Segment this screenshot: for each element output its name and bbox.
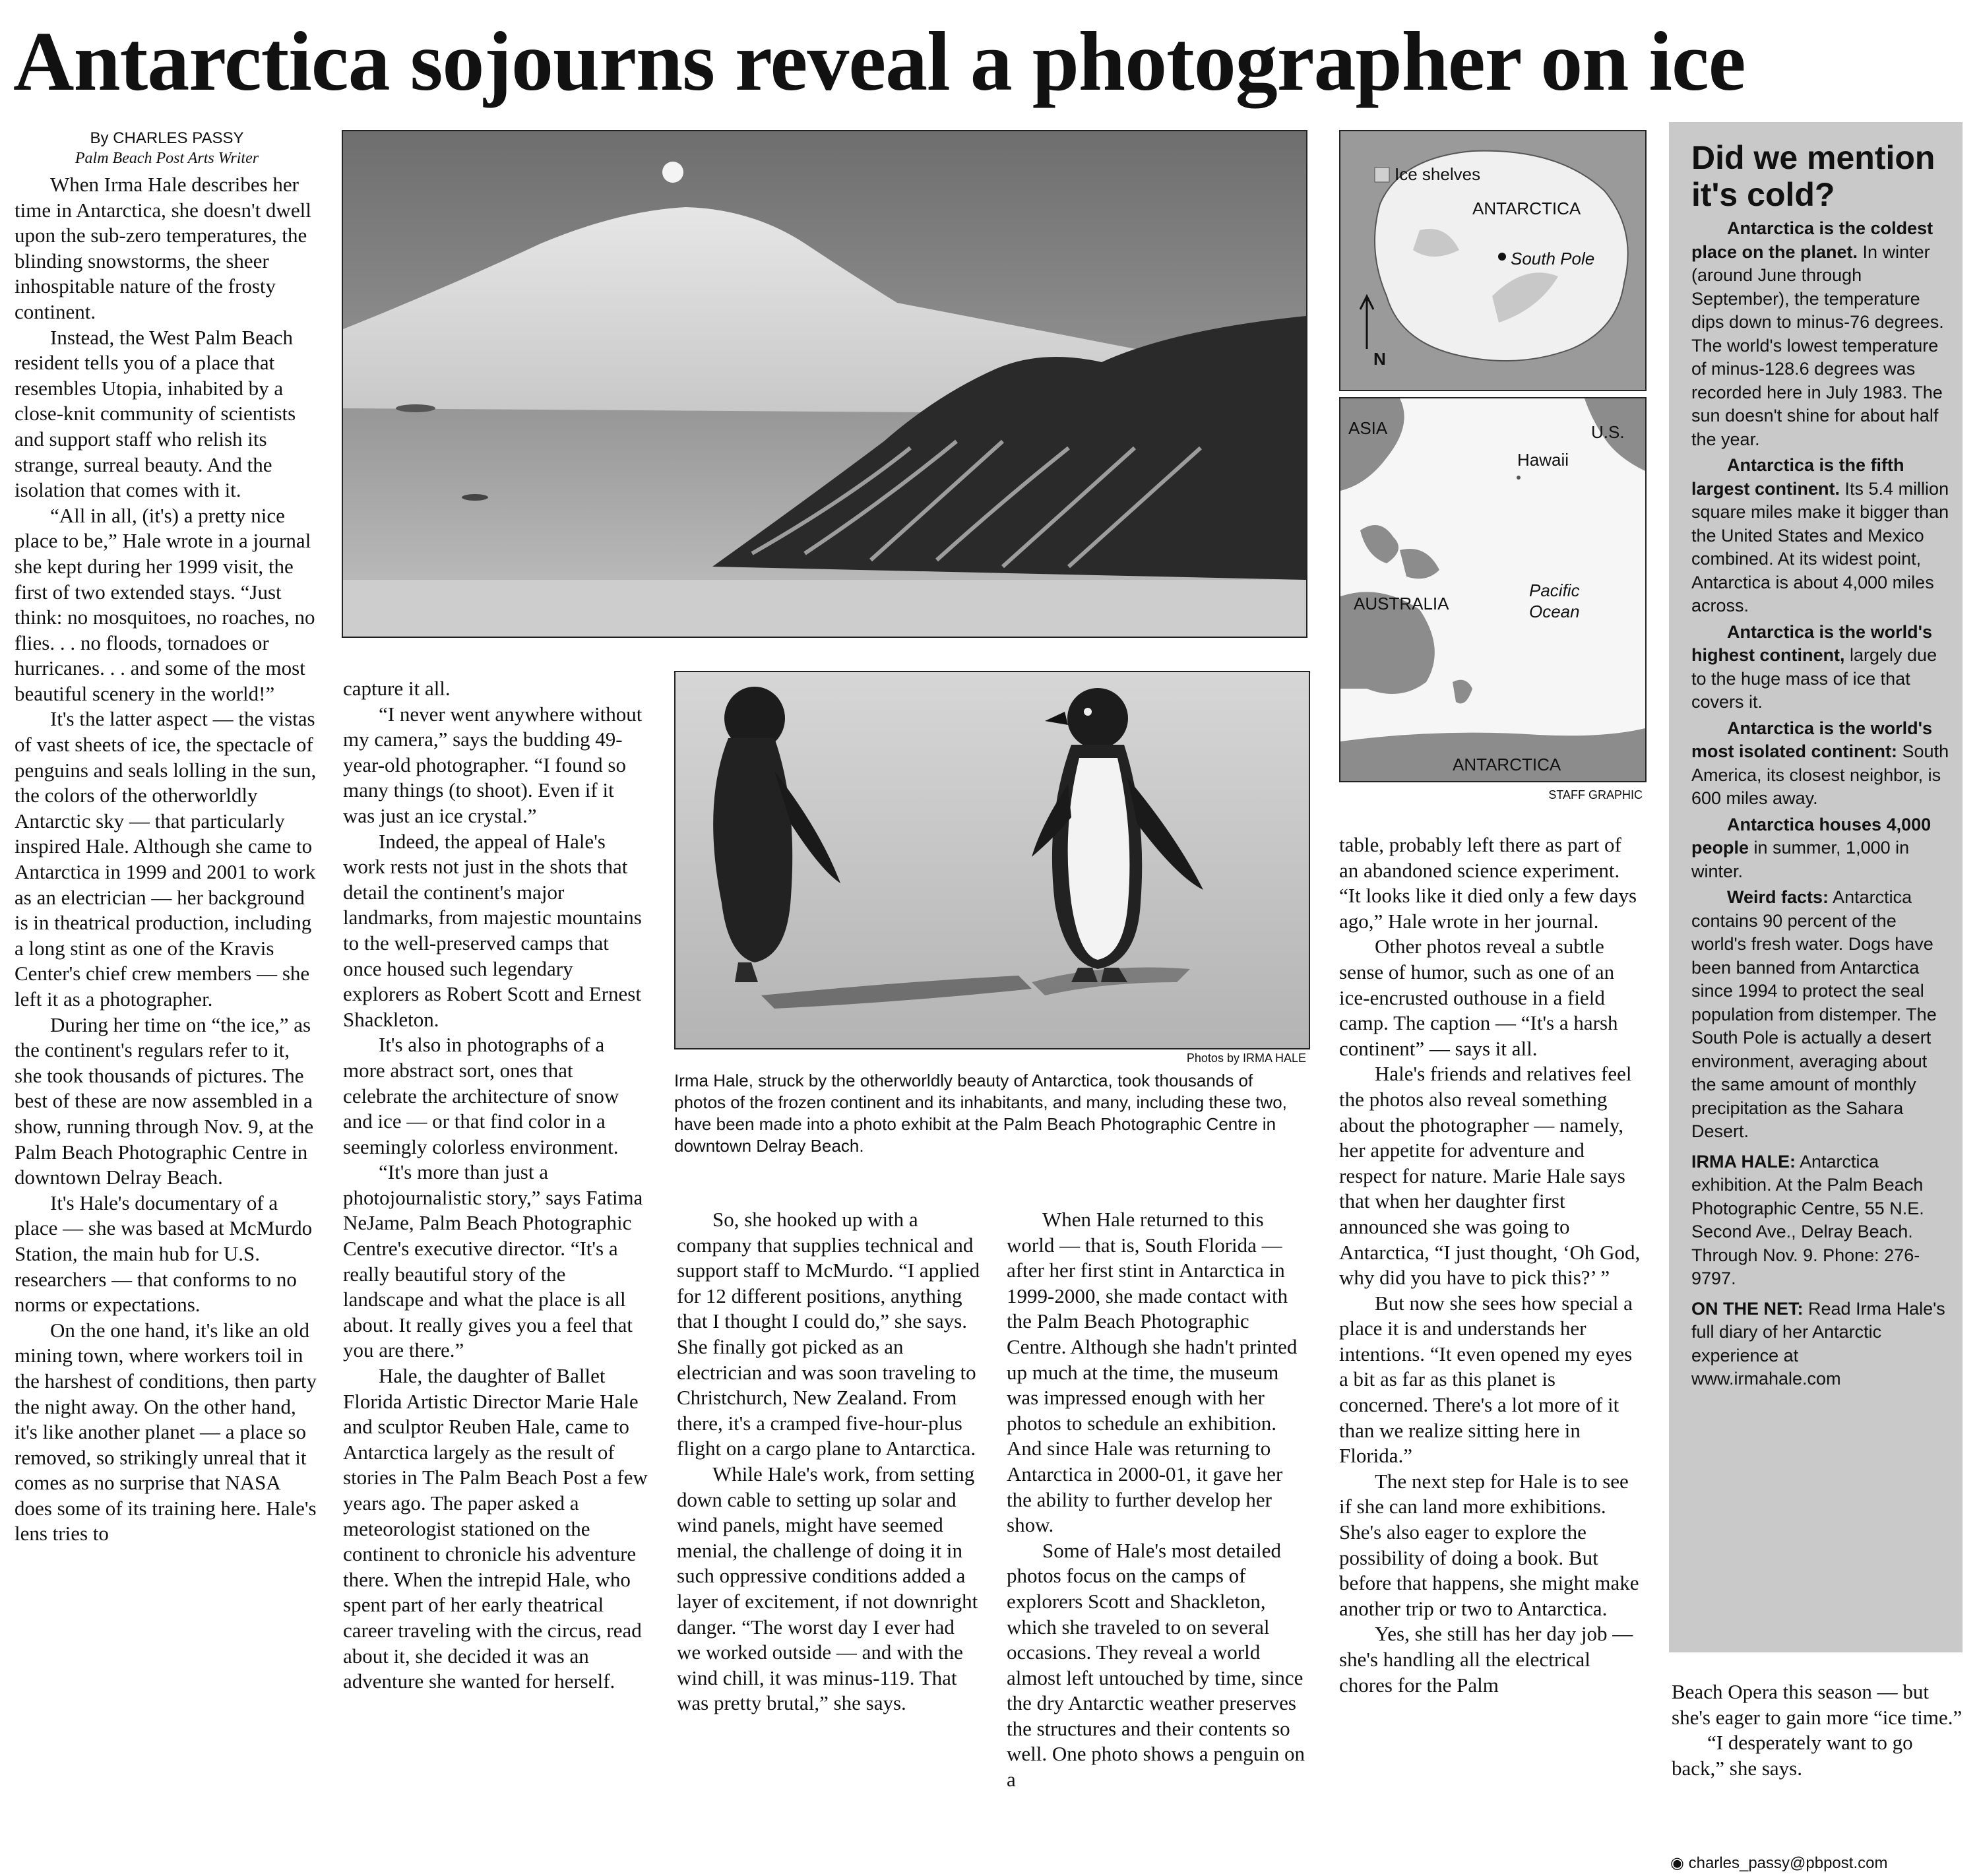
north-arrow-label: N: [1373, 349, 1386, 369]
fact-item: Antarctica is the world's highest continent, largely due to the huge mass of ice that covers it.: [1691, 621, 1937, 712]
paragraph: During her time on “the ice,” as the continent's regulars refer to it, she took thousands of pictures. The best of these are now assembled in a show, running through Nov. 9, at the Palm Beach Photographic Centre in downtown Delray Beach.: [15, 1013, 314, 1189]
antarctica-map: [1339, 130, 1647, 391]
map-label-south-pole: South Pole: [1511, 249, 1595, 268]
photo-caption: Irma Hale, struck by the otherworldly beauty of Antarctica, took thousands of photos of the frozen continent and its inhabitants, and many, including these two, have been made into a photo exhibit at the Palm Beach Photographic Centre in downtown Delray Beach.: [674, 1071, 1287, 1156]
paragraph: capture it all.: [343, 677, 451, 700]
photo-credit: Photos by IRMA HALE: [1186, 1051, 1306, 1065]
pacific-map-graphic: [1340, 398, 1645, 781]
column-6: [1672, 1679, 1965, 1781]
map-label-antarctica: ANTARCTICA: [1472, 199, 1581, 218]
fact-item: Antarctica houses 4,000 people in summer, 1,000 in winter.: [1691, 814, 1932, 881]
paragraph: The next step for Hale is to see if she can land more exhibitions. She's also eager to explore the possibility of doing a book. But before that happens, she might make another trip or two to Antarctica.: [1339, 1469, 1639, 1620]
event-info: IRMA HALE: Antarctica exhibition. At the Palm Beach Photographic Centre, 55 N.E. Second Ave., Delray Beach. Through Nov. 9. Phone: 276-9797.: [1691, 1151, 1924, 1288]
headline: Antarctica sojourns reveal a photographer on ice: [13, 15, 1745, 108]
map-label-us: U.S.: [1591, 422, 1625, 442]
email-text: charles_passy@pbpost.com: [1688, 1854, 1888, 1872]
author-email[interactable]: [1670, 1854, 1887, 1873]
column-3: [677, 1207, 982, 1716]
antarctica-map-graphic: [1340, 131, 1645, 390]
paragraph: Some of Hale's most detailed photos focus on the camps of explorers Scott and Shackleton, which she traveled to on several occasions. They reveal a world almost left untouched by time, since the dry Antarctic weather preserves the structures and their contents so well. One photo shows a penguin on a: [1007, 1538, 1305, 1792]
penguin-photo: [674, 671, 1310, 1049]
paragraph: Yes, she still has her day job — she's handling all the electrical chores for the Palm: [1339, 1622, 1633, 1697]
paragraph: “It's more than just a photojournalistic story,” says Fatima NeJame, Palm Beach Photographic Centre's executive director. “It's a really beautiful story of the landscape and what the place is all about. It really gives you a feel that you are there.”: [343, 1160, 643, 1362]
map-label-asia: ASIA: [1348, 418, 1388, 438]
at-icon: ◉: [1670, 1854, 1689, 1872]
paragraph: Beach Opera this season — but she's eager to gain more “ice time.”: [1672, 1680, 1963, 1729]
fact-item: Weird facts: Antarctica contains 90 percent of the world's fresh water. Dogs have been banned from Antarctica since 1994 to protect the seal population from distemper. The South Pole is actually a desert environment, averaging about the same amount of monthly precipitation as the Sahara Desert.: [1691, 887, 1937, 1141]
paragraph: “I never went anywhere without my camera,” says the budding 49-year-old photographer. “I found so many things (to shoot). Even if it was just an ice crystal.”: [343, 702, 643, 827]
fact-item: Antarctica is the coldest place on the planet. In winter (around June through September), the temperature dips down to minus-76 degrees. The world's lowest temperature of minus-128.6 degrees was recorded here in July 1983. The sun doesn't shine for about half the year.: [1691, 218, 1944, 449]
paragraph: It's Hale's documentary of a place — she was based at McMurdo Station, the main hub for U.S. researchers — that conforms to no norms or expectations.: [15, 1191, 313, 1317]
pacific-map: [1339, 397, 1647, 782]
map-label-australia: AUSTRALIA: [1354, 594, 1449, 613]
column-4: [1007, 1207, 1311, 1793]
paragraph: It's also in photographs of a more abstract sort, ones that celebrate the architecture of snow and ice — or that find color in a seemingly colorless environment.: [343, 1033, 619, 1158]
mountain-photo: [342, 130, 1307, 638]
map-label-pacific: Pacific: [1529, 580, 1580, 600]
paragraph: table, probably left there as part of an abandoned science experiment. “It looks like it died only a few days ago,” Hale wrote in her journal.: [1339, 833, 1637, 933]
map-label-hawaii: Hawaii: [1517, 450, 1569, 470]
column-1: [15, 129, 319, 1547]
map-label-ocean: Ocean: [1529, 602, 1580, 621]
paragraph: It's the latter aspect — the vistas of vast sheets of ice, the spectacle of penguins and seals lolling in the sun, the colors of the otherworldly Antarctic sky — that particularly inspired Hale. Although she came to Antarctica in 1999 and 2001 to work as an electrician — her background is in theatrical production, including a long stint as one of the Kravis Center's chief crew members — she left it as a photographer.: [15, 707, 317, 1011]
paragraph: While Hale's work, from setting down cable to setting up solar and wind panels, might have seemed menial, the challenge of doing it in such oppressive conditions added a layer of excitement, if not downright danger. “The worst day I ever had we worked outside — and with the wind chill, it was minus-119. That was pretty brutal,” she says.: [677, 1462, 978, 1715]
column-2: [343, 676, 648, 1695]
paragraph: Instead, the West Palm Beach resident tells you of a place that resembles Utopia, inhabited by a close-knit community of scientists and support staff who relish its strange, surreal beauty. And the isolation that comes with it.: [15, 325, 296, 502]
paragraph: On the one hand, it's like an old mining town, where workers toil in the harshest of conditions, then party the night away. On the other hand, it's like another planet — a place so removed, so strikingly unreal that it comes as no surprise that NASA does some of its training here. Hale's lens tries to: [15, 1318, 317, 1546]
paragraph: “All in all, (it's) a pretty nice place to be,” Hale wrote in a journal she kept during her 1999 visit, the first of two extended stays. “Just think: no mosquitoes, no roaches, no flies. . . no floods, tornadoes or hurricanes. . . and some of the most beautiful scenery in the world!”: [15, 503, 315, 705]
sidebar-title: Did we mention it's cold?: [1691, 139, 1935, 213]
paragraph: So, she hooked up with a company that supplies technical and support staff to McMurdo. “I applied for 12 different positions, anything that I thought I could do,” she says. She finally got picked as an electrician and was soon traveling to Christchurch, New Zealand. From there, it's a cramped five-hour-plus flight on a cargo plane to Antarctica.: [677, 1208, 980, 1460]
paragraph: When Hale returned to this world — that is, South Florida — after her first stint in Antarctica in 1999-2000, she made contact with the Palm Beach Photographic Centre. Although she hadn't printed up much at the time, the museum was impressed enough with her photos to schedule an exhibition. And since Hale was returning to Antarctica in 2000-01, it gave her the ability to further develop her show.: [1007, 1208, 1298, 1537]
fact-item: Antarctica is the world's most isolated continent: South America, its closest neighbor, is 600 miles away.: [1691, 718, 1949, 808]
byline-title: Palm Beach Post Arts Writer: [75, 150, 259, 167]
penguin-image: [675, 672, 1309, 1048]
paragraph: Hale, the daughter of Ballet Florida Artistic Director Marie Hale and sculptor Reuben Hale, came to Antarctica largely as the result of stories in The Palm Beach Post a few years ago. The paper asked a meteorologist stationed on the continent to chronicle his adventure there. When the intrepid Hale, who spent part of her early theatrical career traveling with the circus, read about it, she decided it was an adventure she wanted for herself.: [343, 1364, 648, 1693]
paragraph: Hale's friends and relatives feel the photos also reveal something about the photographer — namely, her appetite for adventure and respect for nature. Marie Hale says that when her daughter first announced she was going to Antarctica, “I just thought, ‘Oh God, why did you have to pick this?’ ”: [1339, 1062, 1641, 1290]
paragraph: When Irma Hale describes her time in Antarctica, she doesn't dwell upon the sub-zero temperatures, the blinding snowstorms, the sheer inhospitable nature of the frosty continent.: [15, 173, 311, 323]
map-legend: Ice shelves: [1395, 164, 1481, 184]
paragraph: Other photos reveal a subtle sense of humor, such as one of an ice-encrusted outhouse in a field camp. The caption — “It's a harsh continent” — says it all.: [1339, 935, 1618, 1060]
fact-item: Antarctica is the fifth largest continent. Its 5.4 million square miles make it bigger than the United States and Mexico combined. At its widest point, Antarctica is about 4,000 miles across.: [1691, 455, 1949, 615]
paragraph: Indeed, the appeal of Hale's work rests not just in the shots that detail the continent's major landmarks, from majestic mountains to the well-preserved camps that once housed such legendary explorers as Robert Scott and Ernest Shackleton.: [343, 829, 642, 1031]
graphic-credit: STAFF GRAPHIC: [1548, 788, 1643, 801]
map-label-antarctica-bottom: ANTARCTICA: [1453, 755, 1561, 774]
fact-sidebar: [1669, 122, 1963, 1652]
sidebar-facts: [1691, 217, 1952, 1391]
mountain-image: [343, 131, 1306, 637]
column-5: [1339, 832, 1644, 1698]
net-info: ON THE NET: Read Irma Hale's full diary of her Antarctic experience at www.irmahale.com: [1691, 1298, 1945, 1389]
paragraph: But now she sees how special a place it is and understands her intentions. “It even opened my eyes a bit as far as this planet is concerned. There's a lot more of it than we realize sitting here in Florida.”: [1339, 1291, 1633, 1468]
byline-author: By CHARLES PASSY: [90, 129, 244, 147]
paragraph: “I desperately want to go back,” she says.: [1672, 1731, 1913, 1780]
